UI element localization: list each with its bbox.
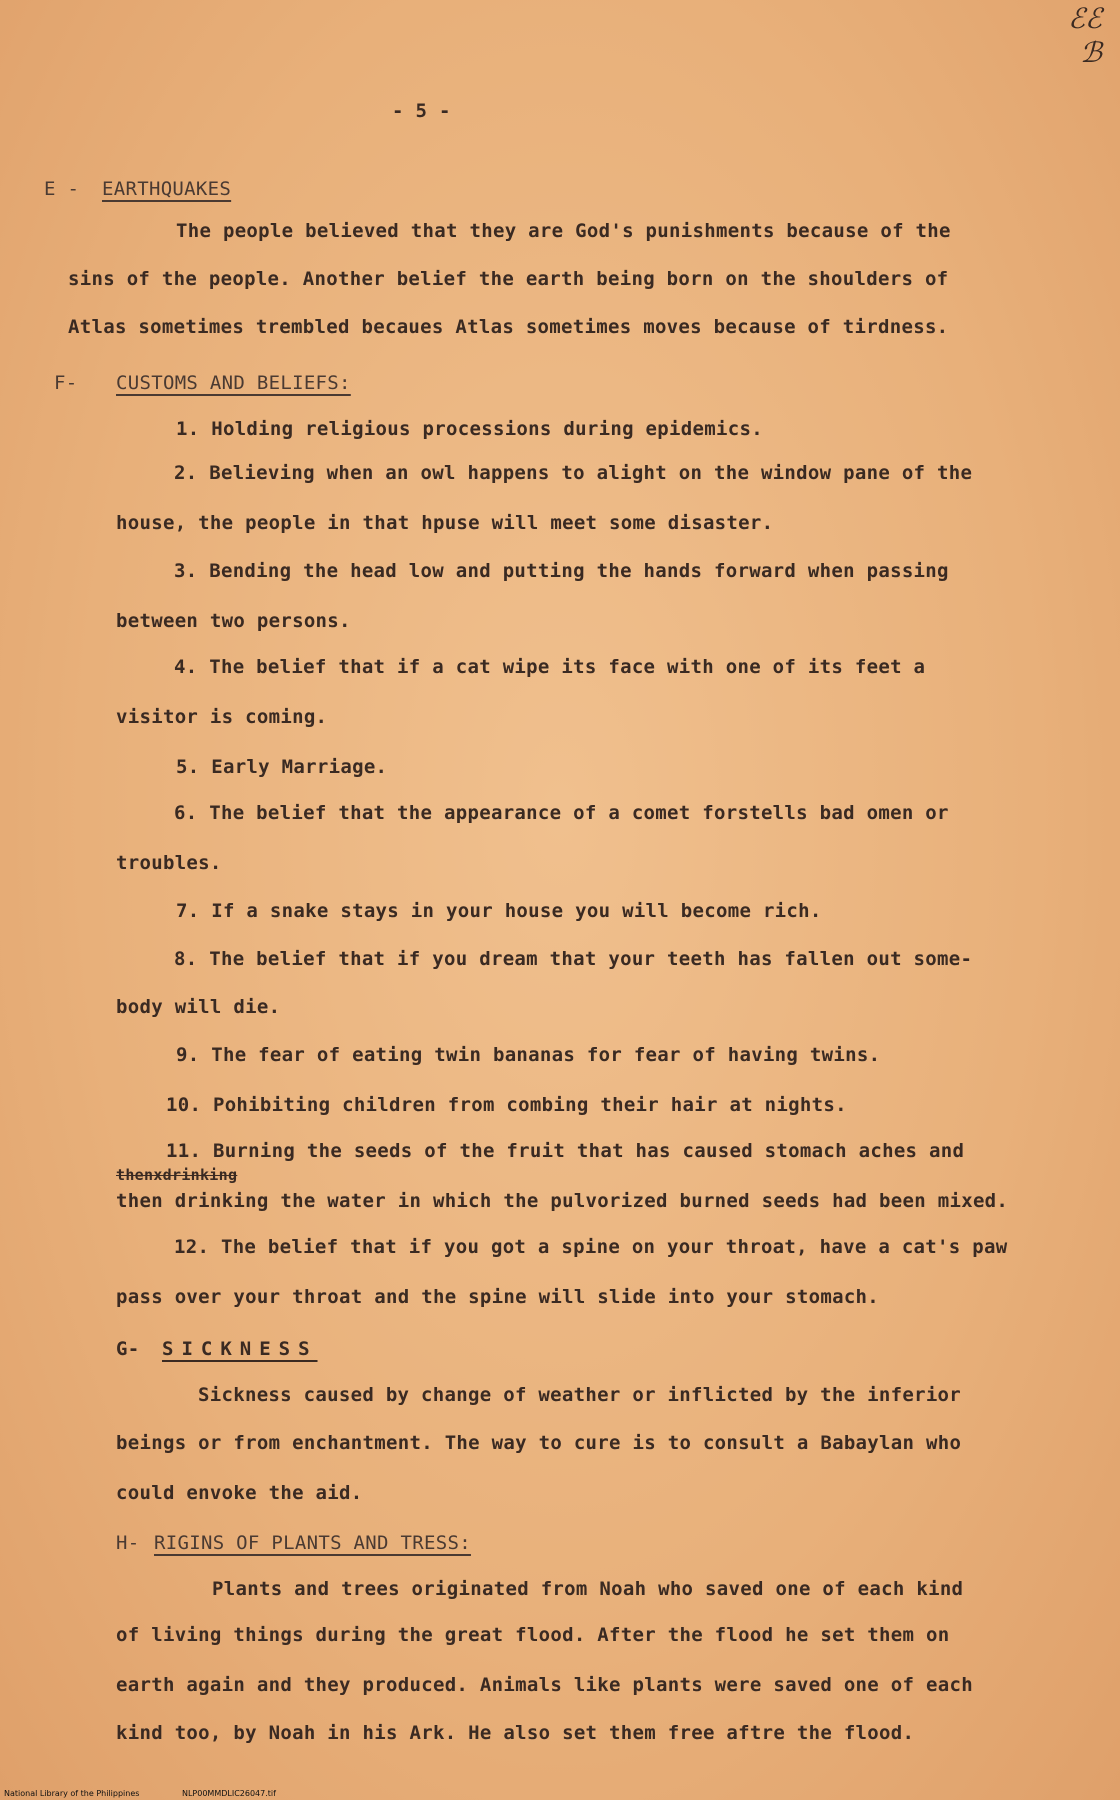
list-item: 5. Early Marriage. (176, 756, 388, 778)
list-item: 4. The belief that if a cat wipe its face with one of its feet a (174, 656, 926, 678)
list-item: 9. The fear of eating twin bananas for fear of having twins. (176, 1044, 881, 1066)
section-g-marker: G- (116, 1338, 140, 1360)
list-item: 6. The belief that the appearance of a comet forstells bad omen or (174, 802, 949, 824)
list-item-continued: visitor is coming. (116, 706, 328, 728)
section-h-line-2: of living things during the great flood. After the flood he set them on (116, 1624, 950, 1646)
footer-institution: National Library of the Philippines (4, 1789, 140, 1798)
section-g-title: SICKNESS (162, 1338, 318, 1360)
list-item: 8. The belief that if you dream that your teeth has fallen out some- (174, 948, 973, 970)
section-e-line-2: sins of the people. Another belief the earth being born on the shoulders of (68, 268, 949, 290)
section-h-line-3: earth again and they produced. Animals like plants were saved one of each (116, 1674, 973, 1696)
list-item: 3. Bending the head low and putting the hands forward when passing (174, 560, 949, 582)
section-h-marker: H- (116, 1532, 140, 1554)
list-item: 7. If a snake stays in your house you will become rich. (176, 900, 822, 922)
list-item-continued: pass over your throat and the spine will slide into your stomach. (116, 1286, 880, 1308)
scan-footer (4, 1789, 316, 1798)
section-h-line-1: Plants and trees originated from Noah who saved one of each kind (212, 1578, 964, 1600)
list-item-continued: then drinking the water in which the pulvorized burned seeds had been mixed. (116, 1190, 1009, 1212)
list-item: 10. Pohibiting children from combing their hair at nights. (166, 1094, 847, 1116)
footer-filename: NLP00MMDLIC26047.tif (181, 1789, 276, 1798)
section-e-line-3: Atlas sometimes trembled becaues Atlas sometimes moves because of tirdness. (68, 316, 949, 338)
section-f-title: CUSTOMS AND BELIEFS: (116, 372, 351, 394)
section-f-marker: F- (54, 372, 78, 394)
list-item: 11. Burning the seeds of the fruit that has caused stomach aches and (166, 1140, 965, 1162)
handwritten-initials: ℰℰ ℬ (1068, 2, 1102, 69)
section-h-line-4: kind too, by Noah in his Ark. He also set them free aftre the flood. (116, 1722, 915, 1744)
list-item-continued: house, the people in that hpuse will meet some disaster. (116, 512, 774, 534)
struck-text: thenxdrinking (116, 1166, 238, 1184)
section-e-marker: E - (44, 178, 80, 200)
list-item-continued: body will die. (116, 996, 281, 1018)
list-item: 12. The belief that if you got a spine on your throat, have a cat's paw (174, 1236, 1008, 1258)
list-item: 1. Holding religious processions during epidemics. (176, 418, 763, 440)
section-g-line-2: beings or from enchantment. The way to cure is to consult a Babaylan who (116, 1432, 962, 1454)
list-item-continued: between two persons. (116, 610, 351, 632)
section-g-line-3: could envoke the aid. (116, 1482, 363, 1504)
list-item-continued: troubles. (116, 852, 222, 874)
page-number: - 5 - (392, 100, 451, 122)
section-g-line-1: Sickness caused by change of weather or inflicted by the inferior (198, 1384, 962, 1406)
list-item: 2. Believing when an owl happens to alight on the window pane of the (174, 462, 973, 484)
section-e-title: EARTHQUAKES (102, 178, 232, 200)
section-h-title: RIGINS OF PLANTS AND TRESS: (154, 1532, 471, 1554)
section-e-line-1: The people believed that they are God's punishments because of the (176, 220, 951, 242)
